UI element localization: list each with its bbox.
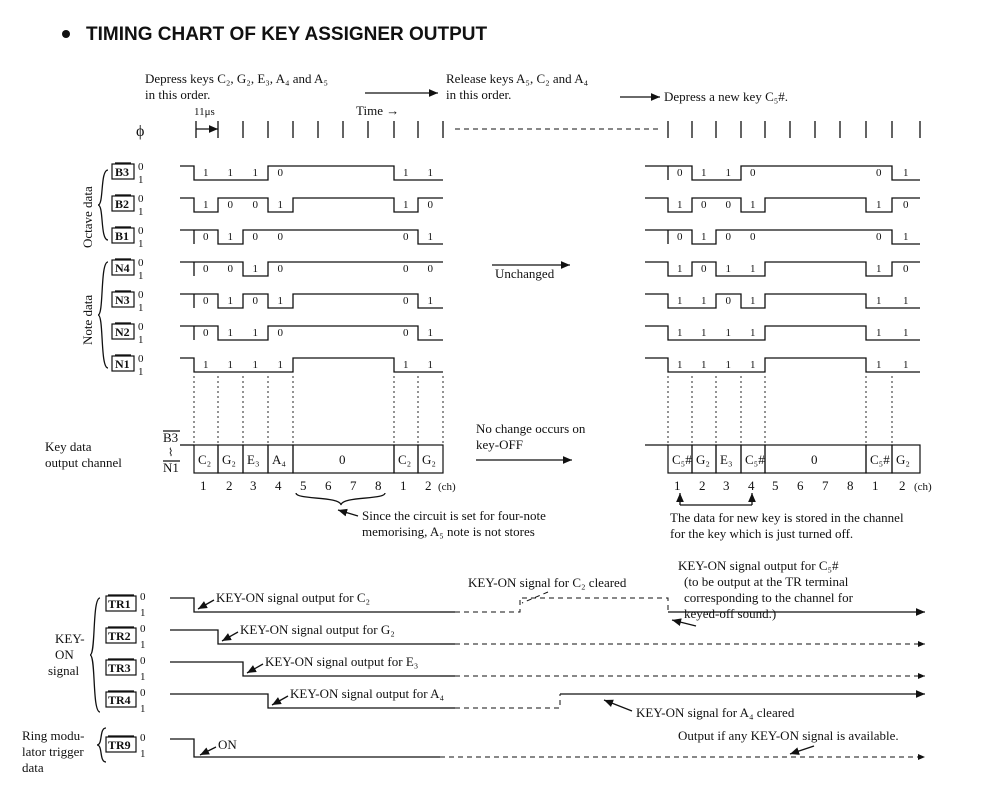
bit-value: 1 [227, 167, 233, 179]
key-cell-empty-value: 0 [339, 452, 346, 467]
signal-name: N4 [115, 261, 130, 275]
key-data-label-2: output channel [45, 455, 122, 470]
bit-value: 1 [403, 199, 409, 211]
bit-value: 1 [701, 295, 707, 307]
channel-number: 1 [200, 478, 207, 493]
bit-value: 1 [677, 199, 683, 211]
bit-value: 1 [750, 359, 756, 371]
bit-value: 1 [903, 327, 909, 339]
channel-unit: (ch) [438, 481, 456, 493]
bit-value: 1 [277, 199, 283, 211]
signal-row-n2 [112, 321, 920, 346]
bit-value: 1 [876, 327, 882, 339]
a4-cleared-text: KEY-ON signal for A₄ cleared [636, 705, 795, 720]
keyon-label: KEY-ON signal output for A₄ [290, 686, 445, 701]
level-one: 1 [138, 174, 144, 186]
keyon-brace [90, 598, 100, 712]
channel-number: 1 [872, 478, 879, 493]
no-change-text-1: No change occurs on [476, 421, 586, 436]
channel-number: 2 [699, 478, 706, 493]
title-bullet [62, 30, 70, 38]
level-zero: 0 [138, 353, 144, 365]
key-cell-label: C₅# [870, 452, 890, 467]
bit-value: 0 [725, 295, 731, 307]
bit-value: 0 [277, 327, 283, 339]
bit-value: 0 [427, 199, 433, 211]
level-zero: 0 [140, 623, 146, 635]
bit-value: 0 [725, 231, 731, 243]
ring-on-text: ON [218, 737, 237, 752]
bit-value: 0 [252, 231, 258, 243]
bit-value: 1 [876, 295, 882, 307]
memo-text-2: memorising, A₅ note is not stores [362, 524, 535, 539]
release-text-1: Release keys A₅, C₂ and A₄ [446, 71, 589, 86]
level-one: 1 [140, 639, 146, 651]
octave-brace [98, 170, 108, 240]
note-brace [98, 262, 108, 368]
key-cell-label: C₅# [672, 452, 692, 467]
level-one: 1 [138, 238, 144, 250]
bit-value: 1 [427, 295, 433, 307]
bit-value: 1 [227, 231, 233, 243]
bit-value: 1 [876, 359, 882, 371]
bit-value: 1 [252, 327, 258, 339]
memo-text-1: Since the circuit is set for four-note [362, 508, 546, 523]
bit-value: 1 [725, 327, 731, 339]
no-change-text-2: key-OFF [476, 437, 523, 452]
key-cell-label: G₂ [422, 452, 436, 467]
bit-value: 1 [252, 263, 258, 275]
c5-text-3: corresponding to the channel for [684, 590, 853, 605]
key-cell-empty-value: 0 [811, 452, 818, 467]
channel-number: 2 [226, 478, 233, 493]
signal-name: N3 [115, 293, 130, 307]
bit-value: 1 [725, 167, 731, 179]
octave-group-label: Octave data [80, 186, 95, 248]
bit-value: 1 [750, 263, 756, 275]
bit-value: 1 [701, 359, 707, 371]
bit-value: 1 [725, 263, 731, 275]
key-data-range-bottom: N1 [163, 460, 179, 475]
keyon-label-3: signal [48, 663, 80, 678]
signal-name: N1 [115, 357, 130, 371]
bit-value: 1 [903, 231, 909, 243]
key-data-cells [180, 445, 932, 493]
bit-value: 1 [203, 199, 209, 211]
channel-number: 8 [375, 478, 382, 493]
note-group-label: Note data [80, 294, 95, 345]
bit-value: 0 [750, 231, 756, 243]
bit-value: 1 [876, 199, 882, 211]
phi-label: ϕ [136, 123, 145, 140]
memo-arrow [338, 510, 358, 516]
channel-number: 6 [797, 478, 804, 493]
bit-value: 1 [903, 295, 909, 307]
channel-number: 7 [822, 478, 829, 493]
bit-value: 1 [677, 327, 683, 339]
channel-number: 6 [325, 478, 332, 493]
signal-row-b1 [112, 225, 920, 250]
bit-value: 1 [903, 359, 909, 371]
channel-number: 1 [674, 478, 681, 493]
level-zero: 0 [140, 732, 146, 744]
bit-value: 0 [203, 231, 209, 243]
unchanged-label: Unchanged [495, 266, 555, 281]
ring-label-1: Ring modu- [22, 728, 85, 743]
depress-text-1: Depress keys C₂, G₂, E₃, A₄ and A₅ [145, 71, 328, 86]
key-cell-label: C₂ [198, 452, 212, 467]
keyon-label-1: KEY- [55, 631, 85, 646]
keyon-dashed [455, 694, 560, 708]
page-title: TIMING CHART OF KEY ASSIGNER OUTPUT [86, 24, 488, 45]
bit-value: 0 [403, 263, 409, 275]
bit-value: 1 [227, 295, 233, 307]
release-text-2: in this order. [446, 87, 512, 102]
bit-value: 1 [277, 359, 283, 371]
bit-value: 1 [701, 327, 707, 339]
bit-value: 1 [203, 359, 209, 371]
bit-value: 1 [677, 263, 683, 275]
ring-output-text: Output if any KEY-ON signal is available. [678, 728, 899, 743]
key-cell-label: E₃ [247, 452, 260, 467]
key-data-range-mid: ⌇ [168, 447, 174, 459]
c5-text-2: (to be output at the TR terminal [684, 574, 849, 589]
keyon-row-tr2 [106, 622, 925, 651]
key-cell-label: G₂ [222, 452, 236, 467]
bit-value: 1 [750, 327, 756, 339]
level-one: 1 [138, 366, 144, 378]
ring-label-2: lator trigger [22, 744, 84, 759]
channel-number: 4 [275, 478, 282, 493]
bit-value: 1 [427, 327, 433, 339]
key-cell-label: A₄ [272, 452, 286, 467]
ring-brace [97, 728, 106, 762]
bit-value: 0 [876, 231, 882, 243]
bit-value: 1 [750, 199, 756, 211]
bit-value: 0 [203, 327, 209, 339]
level-one: 1 [140, 748, 146, 760]
keyon-row-tr3 [106, 654, 925, 683]
bit-value: 0 [277, 231, 283, 243]
keyon-dashed [455, 598, 668, 612]
bit-value: 0 [677, 231, 683, 243]
signal-rows [112, 161, 920, 445]
keyon-name: TR1 [108, 597, 131, 611]
keyon-label-arrow [198, 600, 214, 609]
key-data-range-top: B3 [163, 430, 179, 445]
level-zero: 0 [140, 687, 146, 699]
bit-value: 0 [750, 167, 756, 179]
channel-number: 7 [350, 478, 357, 493]
bit-value: 1 [252, 359, 258, 371]
level-zero: 0 [140, 655, 146, 667]
level-one: 1 [140, 671, 146, 683]
stored-text-2: for the key which is just turned off. [670, 526, 854, 541]
key-cell-label: E₃ [720, 452, 733, 467]
bit-value: 0 [701, 199, 707, 211]
bit-value: 1 [427, 167, 433, 179]
bit-value: 1 [903, 167, 909, 179]
ring-output-arrow [790, 746, 814, 754]
keyon-name: TR3 [108, 661, 131, 675]
channel-number: 5 [772, 478, 779, 493]
period-label: 11μs [194, 106, 215, 118]
channel-number: 3 [250, 478, 257, 493]
bit-value: 1 [725, 359, 731, 371]
bit-value: 0 [677, 167, 683, 179]
c5-text-1: KEY-ON signal output for C₅# [678, 558, 839, 573]
bit-value: 0 [701, 263, 707, 275]
key-cell-label: C₅# [745, 452, 765, 467]
new-key-text: Depress a new key C₅#. [664, 89, 789, 104]
c2-cleared-text: KEY-ON signal for C₂ cleared [468, 575, 627, 590]
signal-row-b2 [112, 193, 920, 218]
keyon-name: TR4 [108, 693, 131, 707]
signal-row-b3 [112, 161, 920, 186]
level-zero: 0 [138, 289, 144, 301]
level-one: 1 [138, 206, 144, 218]
key-cell-label: G₂ [696, 452, 710, 467]
key-cell-label: G₂ [896, 452, 910, 467]
bit-value: 1 [403, 167, 409, 179]
bit-value: 1 [427, 359, 433, 371]
channel-unit: (ch) [914, 481, 932, 493]
bit-value: 0 [403, 327, 409, 339]
bit-value: 0 [227, 199, 233, 211]
bit-value: 0 [203, 263, 209, 275]
bit-value: 1 [427, 231, 433, 243]
signal-row-n1 [112, 353, 920, 378]
level-zero: 0 [138, 321, 144, 333]
level-one: 1 [138, 302, 144, 314]
bit-value: 1 [277, 295, 283, 307]
key-data-label-1: Key data [45, 439, 92, 454]
keyon-name: TR2 [108, 629, 131, 643]
time-label: Time → [356, 103, 400, 118]
channel-number: 5 [300, 478, 307, 493]
ring-name: TR9 [108, 738, 131, 752]
keyon-label: KEY-ON signal output for G₂ [240, 622, 395, 637]
ring-wave [170, 739, 440, 757]
bit-value: 0 [903, 263, 909, 275]
level-one: 1 [140, 703, 146, 715]
bit-value: 0 [725, 199, 731, 211]
bit-value: 1 [227, 327, 233, 339]
a4-cleared-arrow [604, 700, 632, 711]
channel-number: 2 [899, 478, 906, 493]
level-zero: 0 [140, 591, 146, 603]
bit-value: 0 [203, 295, 209, 307]
keyon-label-arrow [272, 696, 288, 705]
bit-value: 1 [677, 295, 683, 307]
ring-label-3: data [22, 760, 44, 775]
bit-value: 1 [876, 263, 882, 275]
bit-value: 0 [876, 167, 882, 179]
bit-value: 0 [427, 263, 433, 275]
bit-value: 0 [252, 295, 258, 307]
signal-name: B2 [115, 197, 130, 211]
bit-value: 1 [701, 167, 707, 179]
bit-value: 0 [277, 167, 283, 179]
bit-value: 0 [252, 199, 258, 211]
keyon-label: KEY-ON signal output for E₃ [265, 654, 419, 669]
signal-row-n3 [112, 289, 920, 314]
level-zero: 0 [138, 225, 144, 237]
bit-value: 0 [277, 263, 283, 275]
level-one: 1 [138, 270, 144, 282]
memo-brace [296, 493, 385, 505]
level-zero: 0 [138, 161, 144, 173]
bit-value: 1 [252, 167, 258, 179]
level-zero: 0 [138, 193, 144, 205]
bit-value: 0 [227, 263, 233, 275]
level-one: 1 [138, 334, 144, 346]
keyon-label-2: ON [55, 647, 74, 662]
channel-number: 8 [847, 478, 854, 493]
signal-name: N2 [115, 325, 130, 339]
ring-on-arrow [200, 747, 216, 755]
keyon-signals [106, 590, 925, 715]
bit-value: 1 [750, 295, 756, 307]
bit-value: 0 [403, 231, 409, 243]
bit-value: 1 [701, 231, 707, 243]
bit-value: 1 [227, 359, 233, 371]
signal-name: B3 [115, 165, 130, 179]
keyon-label: KEY-ON signal output for C₂ [216, 590, 371, 605]
bit-value: 0 [903, 199, 909, 211]
bit-value: 1 [403, 359, 409, 371]
channel-number: 3 [723, 478, 730, 493]
key-cell-label: C₂ [398, 452, 412, 467]
level-one: 1 [140, 607, 146, 619]
stored-text-1: The data for new key is stored in the channel [670, 510, 904, 525]
bit-value: 0 [403, 295, 409, 307]
c5-text-4: keyed-off sound.) [684, 606, 777, 621]
channel-number: 4 [748, 478, 755, 493]
bit-value: 1 [677, 359, 683, 371]
channel-number: 2 [425, 478, 432, 493]
channel-number: 1 [400, 478, 407, 493]
bit-value: 1 [203, 167, 209, 179]
keyon-row-tr4 [106, 686, 925, 715]
level-zero: 0 [138, 257, 144, 269]
signal-name: B1 [115, 229, 130, 243]
depress-text-2: in this order. [145, 87, 211, 102]
keyon-label-arrow [247, 664, 263, 673]
keyon-label-arrow [222, 632, 238, 641]
